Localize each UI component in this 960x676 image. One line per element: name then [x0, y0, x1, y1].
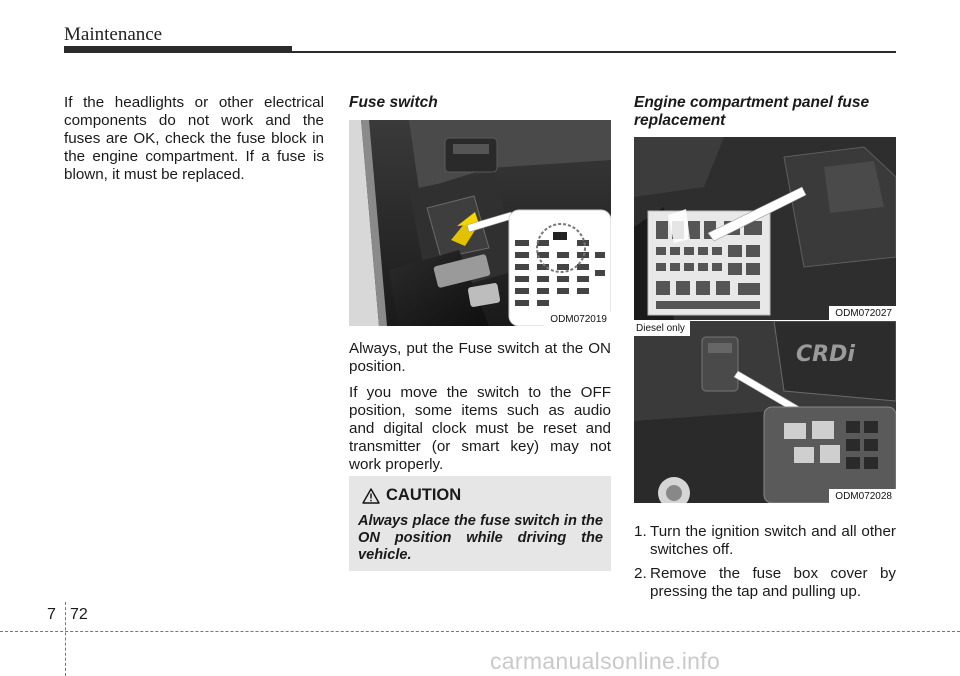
- engine-fuse-box-illustration: [634, 137, 896, 320]
- step-text: Turn the ignition switch and all other switches off.: [650, 523, 896, 558]
- fuse-switch-paragraph-1: Always, put the Fuse switch at the ON position.: [349, 340, 611, 375]
- fuse-switch-title: Fuse switch: [349, 94, 438, 111]
- fuse-switch-figure: [349, 120, 611, 326]
- column-intro: [64, 94, 324, 184]
- diesel-fuse-box-illustration: [634, 321, 896, 503]
- caution-header: [362, 486, 603, 505]
- caution-text: Always place the fuse switch in the ON position while driving the vehicle.: [358, 513, 603, 563]
- diesel-only-tag: Diesel only: [634, 321, 690, 336]
- list-item: [634, 523, 896, 559]
- intro-paragraph: If the headlights or other electrical components do not work and the fuses are OK, check the fuse block in the engine compartment. If a fuse is blown, it must be replaced.: [64, 94, 324, 183]
- caution-title: CAUTION: [386, 486, 462, 504]
- step-number: 1.: [634, 523, 647, 540]
- caution-box: [349, 476, 611, 571]
- engine-fuse-box-figure-caption: ODM072027: [829, 306, 896, 320]
- column-fuse-switch: [349, 94, 611, 482]
- footer-rule: [0, 631, 960, 632]
- warning-triangle-icon: [362, 488, 380, 504]
- replacement-steps-list: [634, 523, 896, 601]
- fuse-switch-illustration: [349, 120, 611, 326]
- engine-fuse-box-figure: [634, 137, 896, 320]
- chapter-number: 7: [47, 606, 56, 623]
- diesel-fuse-box-figure: [634, 321, 896, 503]
- svg-text:CRDi: CRDi: [796, 342, 855, 367]
- list-item: [634, 565, 896, 601]
- page-number: 72: [70, 606, 88, 623]
- section-header-title: Maintenance: [64, 24, 163, 45]
- header-rule-thin: [292, 51, 896, 53]
- header-rule-thick: [64, 46, 292, 53]
- fuse-switch-figure-caption: ODM072019: [544, 312, 611, 326]
- diesel-fuse-box-figure-caption: ODM072028: [829, 489, 896, 503]
- step-text: Remove the fuse box cover by pressing the tap and pulling up.: [650, 565, 896, 600]
- step-number: 2.: [634, 565, 647, 582]
- fuse-switch-paragraph-2: If you move the switch to the OFF position, some items such as audio and digital clock must be reset and transmitter (or smart key) may not work properly.: [349, 384, 611, 473]
- column-panel-replacement: [634, 94, 896, 607]
- footer-divider: [65, 602, 66, 676]
- panel-replacement-title: Engine compartment panel fuse replacement: [634, 94, 870, 129]
- site-watermark: carmanualsonline.info: [490, 648, 721, 674]
